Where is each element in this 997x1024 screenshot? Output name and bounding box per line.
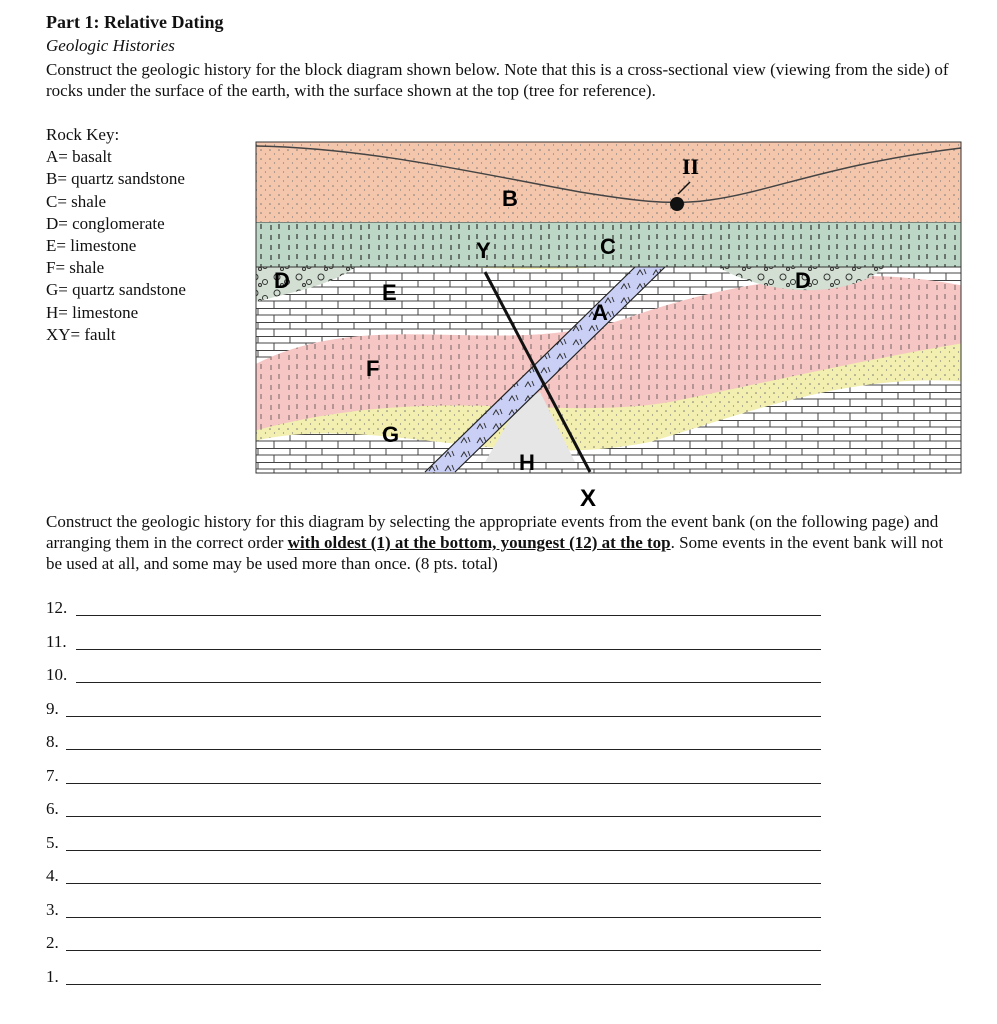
label-marker: II	[682, 154, 700, 179]
answer-row[interactable]	[46, 596, 821, 618]
answer-number: 5.	[46, 833, 59, 852]
answer-number: 12.	[46, 598, 68, 617]
page-title: Part 1: Relative Dating	[46, 12, 224, 32]
label-y: Y	[476, 238, 491, 263]
answer-row[interactable]	[46, 797, 821, 819]
rock-key-item: B= quartz sandstone	[46, 169, 185, 189]
answer-number: 9.	[46, 699, 59, 718]
answer-line[interactable]	[66, 950, 821, 951]
answer-line[interactable]	[76, 682, 821, 683]
label-g: G	[382, 422, 400, 447]
answer-row[interactable]	[46, 864, 821, 886]
answer-number: 2.	[46, 933, 59, 952]
label-c: C	[600, 234, 616, 259]
answer-line[interactable]	[66, 984, 821, 985]
rock-key	[46, 124, 186, 346]
answer-row[interactable]	[46, 764, 821, 786]
rock-key-item: D= conglomerate	[46, 213, 165, 233]
answer-number: 4.	[46, 866, 59, 885]
rock-key-item: H= limestone	[46, 302, 139, 322]
cross-section-diagram	[250, 112, 970, 514]
label-e: E	[382, 280, 397, 305]
answer-number: 7.	[46, 766, 59, 785]
answer-number: 3.	[46, 900, 59, 919]
answer-row[interactable]	[46, 730, 821, 752]
label-d-right: D	[795, 268, 811, 293]
answer-number: 6.	[46, 799, 59, 818]
instructions-part1: Construct the geologic history for this diagram by selecting the appropriate events from the event bank (on the following page) and arranging them in the correct order	[46, 512, 939, 552]
rock-key-item: A= basalt	[46, 147, 112, 167]
answer-number: 11.	[46, 632, 67, 651]
rock-key-item: E= limestone	[46, 236, 137, 256]
answer-line[interactable]	[66, 883, 821, 884]
answer-row[interactable]	[46, 831, 821, 853]
answer-row[interactable]	[46, 697, 821, 719]
answer-number: 1.	[46, 967, 59, 986]
rock-key-item: XY= fault	[46, 324, 116, 344]
answer-number: 10.	[46, 665, 68, 684]
label-f: F	[366, 356, 380, 381]
answer-line[interactable]	[76, 649, 821, 650]
answer-row[interactable]	[46, 931, 821, 953]
label-d-left: D	[274, 268, 290, 293]
rock-key-item: G= quartz sandstone	[46, 280, 186, 300]
section-subtitle: Geologic Histories	[46, 36, 175, 55]
instructions-part2: . Some events in the event bank will not be used at all, and some may be used more than once. (8 pts. total)	[46, 533, 944, 573]
answer-line[interactable]	[66, 917, 821, 918]
answer-row[interactable]	[46, 663, 821, 685]
answer-line[interactable]	[76, 615, 821, 616]
answer-number: 8.	[46, 732, 59, 751]
label-h: H	[519, 450, 535, 475]
label-x: X	[580, 485, 597, 512]
answer-row[interactable]	[46, 965, 821, 987]
rock-key-heading: Rock Key:	[46, 125, 120, 144]
answer-line[interactable]	[66, 816, 821, 817]
instructions	[46, 511, 946, 574]
label-b: B	[502, 186, 518, 211]
rock-key-item: C= shale	[46, 191, 107, 211]
label-a: A	[592, 300, 608, 325]
rock-key-item: F= shale	[46, 258, 105, 278]
marker-dot	[670, 197, 684, 211]
answer-line[interactable]	[66, 749, 821, 750]
instructions-emphasis: with oldest (1) at the bottom, youngest (12) at the top	[287, 533, 671, 552]
intro-paragraph: Construct the geologic history for the block diagram shown below. Note that this is a cross-sectional view (viewing from the side) of rocks under the surface of the earth, with the surface shown at the top (tree for reference).	[46, 60, 949, 100]
answer-line[interactable]	[66, 783, 821, 784]
answer-row[interactable]	[46, 630, 821, 652]
answer-line[interactable]	[66, 716, 821, 717]
answer-row[interactable]	[46, 898, 821, 920]
answer-line[interactable]	[66, 850, 821, 851]
